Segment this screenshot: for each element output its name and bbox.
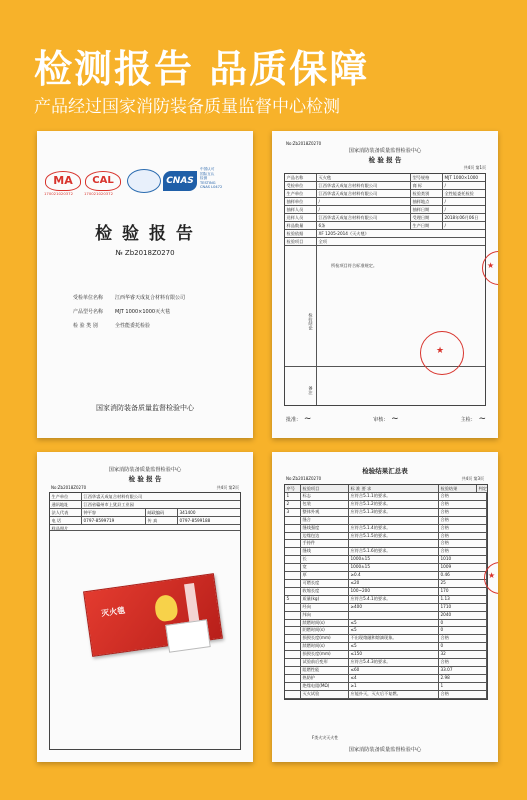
table-cell-value: /	[444, 207, 446, 212]
table-cell: 2	[285, 501, 301, 508]
table-cell-value: /	[444, 223, 446, 228]
table-cell: 合格	[439, 517, 487, 524]
table-cell: 绝缘电阻(MΩ)	[301, 683, 349, 690]
table-cell-label: 生产单位	[50, 493, 82, 500]
results-header-row	[285, 485, 487, 493]
page-number: 共4页 第2页	[216, 485, 239, 490]
table-row	[285, 190, 485, 198]
table-row	[285, 588, 487, 596]
table-row	[50, 517, 240, 525]
table-cell-label: 检验项目	[285, 238, 317, 245]
table-cell: 合格	[439, 635, 487, 642]
table-cell: 合格	[439, 691, 487, 698]
table-cell-value: 6条	[317, 222, 411, 229]
table-row	[50, 509, 240, 517]
table-cell-label: 法人代表	[50, 509, 82, 516]
table-cell	[285, 556, 301, 563]
table-cell: 续燃时间(s)	[301, 620, 349, 627]
table-cell: 应符合5.1.4的要求。	[349, 525, 439, 532]
basic-info-table	[284, 173, 486, 406]
table-cell: ≤5	[349, 643, 439, 650]
cover-fields	[73, 291, 243, 333]
table-row	[285, 556, 487, 564]
table-cell: 可燃长度	[301, 580, 349, 587]
header-cell: 标 准 要 求	[349, 485, 439, 492]
table-cell-value: 灭火毯	[317, 174, 411, 181]
table-row	[285, 643, 487, 651]
table-cell: 厚	[301, 572, 349, 579]
table-cell-label: 受检单位	[285, 182, 317, 189]
table-cell: 0.46	[439, 572, 487, 579]
edge-seal: ★	[482, 251, 498, 285]
table-cell: ≤20	[349, 580, 439, 587]
cover-field-label: 受检单位名称	[73, 295, 104, 301]
table-cell: 1.13	[439, 596, 487, 603]
table-cell-value: 全项	[318, 239, 327, 244]
table-cell-label: 生产单位	[285, 190, 317, 197]
table-row	[285, 230, 485, 238]
page-number: 共4页 第1页	[463, 165, 486, 170]
table-cell: 宽	[301, 564, 349, 571]
table-cell-value: /	[444, 199, 446, 204]
table-cell	[285, 627, 301, 634]
table-row	[285, 667, 487, 675]
table-cell: 长	[301, 556, 349, 563]
report-page-2	[37, 452, 253, 762]
table-cell: 收缩长度	[301, 588, 349, 595]
table-cell-value: /	[317, 198, 411, 205]
table-cell	[285, 620, 301, 627]
table-cell: 缝线	[301, 548, 349, 555]
table-cell	[349, 517, 439, 524]
table-cell-value: 341400	[179, 510, 196, 515]
table-cell	[285, 572, 301, 579]
table-cell: 合格	[439, 501, 487, 508]
header-title: 检测报告 品质保障	[34, 47, 370, 91]
page-report-number: No:Zb2018Z0270	[51, 485, 87, 490]
table-cell: 续燃时间(s)	[301, 643, 349, 650]
table-cell: 整体外观	[301, 509, 349, 516]
table-cell-value: 江西华睿天成复合材料有限公司	[317, 182, 411, 189]
table-cell-label: 传 真	[146, 517, 178, 524]
results-body	[285, 493, 487, 699]
table-cell: 1000±15	[349, 564, 439, 571]
page-title: 检验结果汇总表	[362, 467, 408, 475]
table-cell-label: 通讯地址	[50, 501, 82, 508]
table-cell: 1009	[439, 564, 487, 571]
remark-label: 备注	[285, 367, 317, 405]
table-cell: 热防护	[301, 675, 349, 682]
table-cell-label: 型号规格	[411, 174, 443, 181]
table-cell: ≤4	[349, 675, 439, 682]
results-table	[284, 484, 488, 700]
table-cell-label: 生产日期	[411, 222, 443, 229]
product-brand: 灭火毯	[100, 605, 126, 619]
header-cell: 序号	[285, 485, 301, 492]
table-cell: 2.98	[439, 675, 487, 682]
conclusion-text: 所检项目符合标准规定。	[331, 263, 378, 268]
table-row	[285, 533, 487, 541]
table-cell-value: 钟平容	[82, 509, 146, 516]
table-cell	[285, 691, 301, 698]
table-cell: 损毁长度(mm)	[301, 635, 349, 642]
table-cell-label: 电 话	[50, 517, 82, 524]
table-cell	[285, 635, 301, 642]
table-cell: 25	[439, 580, 487, 587]
table-cell-label: 产品名称	[285, 174, 317, 181]
table-row	[285, 659, 487, 667]
table-row	[285, 683, 487, 691]
table-cell	[349, 540, 439, 547]
table-row	[285, 509, 487, 517]
table-cell: 170	[439, 588, 487, 595]
results-footer-note: F类火灾灭火性	[312, 735, 339, 740]
edge-seal: ★	[484, 562, 498, 594]
page-footer-org: 国家消防装备质量监督检验中心	[348, 747, 422, 753]
table-cell	[285, 548, 301, 555]
table-cell	[285, 683, 301, 690]
table-cell: 缝合	[301, 517, 349, 524]
table-cell-value: 江西华睿天成复合材料有限公司	[317, 214, 411, 221]
table-cell: 缝线强度	[301, 525, 349, 532]
table-cell: 阴燃时间(s)	[301, 627, 349, 634]
photo-label: 样品照片	[51, 526, 69, 530]
table-cell: 3	[285, 509, 301, 516]
table-cell-label: 受理日期	[411, 214, 443, 221]
table-cell	[285, 675, 301, 682]
page-title: 检 验 报 告	[128, 475, 162, 483]
table-cell	[285, 651, 301, 658]
table-cell	[285, 564, 301, 571]
table-cell: 手持件	[301, 540, 349, 547]
table-cell: 合格	[439, 533, 487, 540]
table-cell: 合格	[439, 540, 487, 547]
cnas-caption: 中国认可 国际互认 检测 TESTING CNAS L0472	[200, 167, 223, 190]
table-cell: 1000±15	[349, 556, 439, 563]
table-cell: 33.07	[439, 667, 487, 674]
remark-cell	[317, 367, 485, 405]
cover-field-value: 江西华睿天成复合材料有限公司	[115, 295, 186, 301]
table-cell: ≤5	[349, 627, 439, 634]
table-cell	[285, 540, 301, 547]
cover-footer-org: 国家消防装备质量监督检验中心	[96, 404, 194, 412]
table-cell-value: /	[444, 183, 446, 188]
table-cell: 0	[439, 627, 487, 634]
table-cell	[285, 588, 301, 595]
table-cell: 合格	[439, 548, 487, 555]
table-cell: 合格	[439, 659, 487, 666]
table-cell-label: 送样人员	[285, 214, 317, 221]
table-row	[50, 493, 240, 501]
table-cell: 1	[439, 683, 487, 690]
table-cell-value: 全性能委托检验	[444, 191, 474, 196]
table-cell: 损毁长度(mm)	[301, 651, 349, 658]
table-cell: 应符合5.1.5的要求。	[349, 533, 439, 540]
table-cell: 不出现熔融和熔滴现象。	[349, 635, 439, 642]
report-page-1	[272, 131, 498, 438]
table-row	[285, 517, 487, 525]
table-cell-label: 抽样人员	[285, 206, 317, 213]
table-cell-label: 抽样单位	[285, 198, 317, 205]
page-title: 检 验 报 告	[368, 156, 402, 164]
table-row	[285, 198, 485, 206]
table-cell-value: 江西华睿天成复合材料有限公司	[83, 494, 143, 499]
table-cell	[349, 612, 439, 619]
table-row	[285, 493, 487, 501]
cma-logo: MA	[45, 171, 81, 191]
table-row	[285, 540, 487, 548]
table-row	[285, 214, 485, 222]
page-number: 共4页 第3页	[461, 476, 484, 481]
table-cell	[285, 604, 301, 611]
table-row	[50, 501, 240, 509]
table-cell: 纬向	[301, 612, 349, 619]
table-cell: ≤150	[349, 651, 439, 658]
table-cell-value: 江西华睿天成复合材料有限公司	[317, 190, 411, 197]
table-cell	[285, 533, 301, 540]
signature-row	[286, 414, 486, 424]
table-row	[285, 525, 487, 533]
table-cell	[285, 643, 301, 650]
header-subtitle: 产品经过国家消防装备质量监督中心检测	[34, 97, 340, 117]
cal-logo: CAL	[85, 171, 121, 191]
table-cell: 应符合5.1.1的要求。	[349, 493, 439, 500]
table-cell: 标志	[301, 493, 349, 500]
table-row	[285, 675, 487, 683]
table-cell: 应能扑灭，灭火后不复燃。	[349, 691, 439, 698]
table-row	[285, 182, 485, 190]
cal-code: 170021020372	[84, 191, 113, 196]
table-cell: 应符合5.1.2的要求。	[349, 501, 439, 508]
table-cell: ≥1	[349, 683, 439, 690]
table-row	[285, 620, 487, 628]
cover-field-row	[73, 291, 243, 305]
table-cell: 1	[285, 493, 301, 500]
table-cell: ≥400	[349, 604, 439, 611]
table-row	[285, 174, 485, 182]
table-row	[285, 604, 487, 612]
table-row	[285, 691, 487, 699]
page-org: 国家消防装备质量监督检验中心	[108, 467, 182, 473]
table-cell: 包装	[301, 501, 349, 508]
table-row	[285, 612, 487, 620]
table-cell	[285, 667, 301, 674]
table-cell: 合格	[439, 509, 487, 516]
table-cell-label: 邮政编码	[146, 509, 178, 516]
table-cell: 灭火试验	[301, 691, 349, 698]
table-cell: 应符合5.4.3的要求。	[349, 659, 439, 666]
cover-field-label: 产品型号名称	[73, 309, 104, 315]
table-cell: 应符合5.1.3的要求。	[349, 509, 439, 516]
ilac-mra-logo	[127, 169, 161, 193]
cma-code: 170021020372	[44, 191, 73, 196]
table-cell: ≤5	[349, 620, 439, 627]
table-cell-value: XF 1205-2014《灭火毯》	[318, 231, 369, 236]
table-cell: 边缘包边	[301, 533, 349, 540]
table-cell-label: 样品数量	[285, 222, 317, 229]
sign-approve: 批准： ~	[286, 414, 312, 424]
table-cell: 应符合5.1.6的要求。	[349, 548, 439, 555]
table-row	[285, 548, 487, 556]
page-org: 国家消防装备质量监督检验中心	[348, 148, 422, 154]
table-cell-label: 抽样日期	[411, 206, 443, 213]
table-cell-value: 0797-8599719	[82, 517, 146, 524]
table-cell-value: 2018年06月06日	[444, 215, 479, 220]
table-cell: 0	[439, 620, 487, 627]
table-row	[285, 501, 487, 509]
table-cell: 100~200	[349, 588, 439, 595]
table-cell	[285, 525, 301, 532]
table-row	[285, 564, 487, 572]
table-cell	[285, 580, 301, 587]
page-report-number: No:Zb2018Z0270	[286, 141, 322, 146]
header-cell: 判定	[478, 486, 487, 491]
cover-field-row	[73, 319, 243, 333]
report-cover-page	[37, 131, 253, 438]
table-cell: 合格	[439, 525, 487, 532]
table-cell: 阻燃性能	[301, 667, 349, 674]
table-cell: 5	[285, 596, 301, 603]
table-cell-value: /	[317, 206, 411, 213]
table-cell-value: 0797-8599188	[179, 518, 211, 523]
cover-field-row	[73, 305, 243, 319]
table-cell: 32	[439, 651, 487, 658]
table-cell: 1710	[439, 604, 487, 611]
table-cell: 合格	[439, 493, 487, 500]
table-cell: ≤60	[349, 667, 439, 674]
sign-review: 审核： ~	[373, 414, 399, 424]
product-flame-icon	[153, 594, 178, 623]
table-row	[285, 651, 487, 659]
table-row	[285, 206, 485, 214]
table-cell-label: 检验依据	[285, 230, 317, 237]
table-row	[285, 580, 487, 588]
table-cell-label: 商 标	[411, 182, 443, 189]
cnas-logo: CNAS	[163, 171, 197, 191]
cover-field-value: MJT 1000×1000灭火毯	[115, 309, 171, 315]
cover-report-number: № Zb2018Z0270	[115, 249, 175, 257]
cover-field-label: 检 验 类 别	[73, 323, 98, 329]
table-row	[285, 222, 485, 230]
table-cell-label: 抽样地点	[411, 198, 443, 205]
table-row	[285, 572, 487, 580]
table-row-remark	[285, 367, 485, 405]
product-card	[165, 619, 210, 653]
table-row	[285, 238, 485, 246]
report-results-page	[272, 452, 498, 762]
table-cell: 质量(kg)	[301, 596, 349, 603]
table-cell: 应符合5.4.1的要求。	[349, 596, 439, 603]
photo-label-row	[50, 525, 240, 531]
table-row	[285, 596, 487, 604]
table-cell: ≥0.4	[349, 572, 439, 579]
header-cell: 检验结果	[439, 485, 477, 492]
header-cell: 检验项目	[301, 485, 349, 492]
table-cell	[285, 659, 301, 666]
table-cell-value: MJT 1000×1000	[444, 175, 479, 180]
table-cell-label: 检验类别	[411, 190, 443, 197]
table-cell: 0	[439, 643, 487, 650]
cover-field-value: 全性能委托检验	[115, 323, 151, 329]
table-cell	[285, 612, 301, 619]
cover-title: 检 验 报 告	[95, 224, 195, 244]
table-cell: 1010	[439, 556, 487, 563]
table-cell: 2040	[439, 612, 487, 619]
conclusion-label: 检验结论	[285, 246, 317, 366]
table-cell: 试验前后变形	[301, 659, 349, 666]
table-row	[285, 627, 487, 635]
page-report-number: No:Zb2018Z0270	[286, 476, 322, 481]
sign-inspector: 主检： ~	[460, 414, 486, 424]
inspection-seal: ★	[420, 331, 464, 375]
table-row	[285, 635, 487, 643]
table-cell-value: 江西省赣州市上犹县工业园	[83, 502, 134, 507]
table-cell	[285, 517, 301, 524]
table-cell: 经向	[301, 604, 349, 611]
